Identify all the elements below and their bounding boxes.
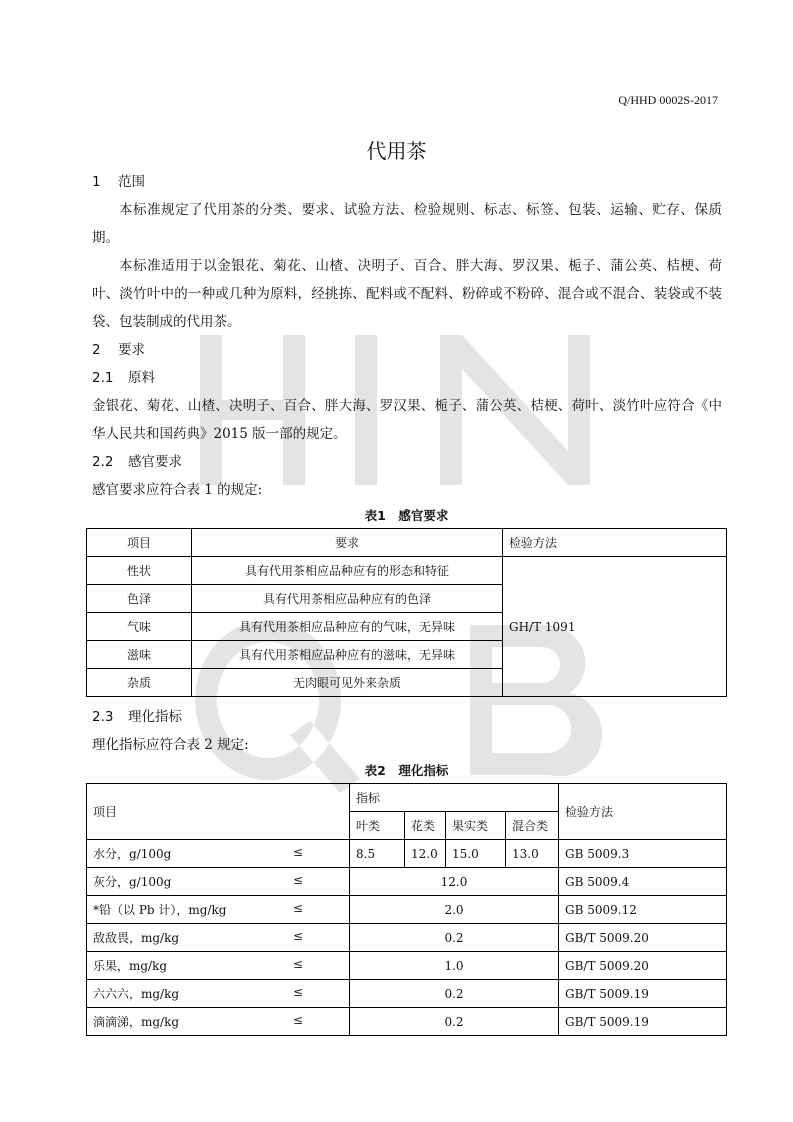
section-heading: 2.2 感官要求 xyxy=(92,454,182,470)
physchem-table xyxy=(86,783,727,1036)
cell: 性状 xyxy=(87,557,192,585)
sensory-table xyxy=(86,528,727,697)
cell: GB 5009.12 xyxy=(559,896,727,924)
paragraph: 金银花、菊花、山楂、决明子、百合、胖大海、罗汉果、栀子、蒲公英、桔梗、荷叶、淡竹叶应符合《中华人民共和国药典》2015 版一部的规定。 xyxy=(92,398,722,442)
table-caption: 表2 理化指标 xyxy=(364,763,449,778)
cell: 0.2 xyxy=(350,980,559,1008)
header-cell: 检验方法 xyxy=(503,529,727,557)
cell: 0.2 xyxy=(350,1008,559,1036)
cell: 灰分，g/100g ≤ xyxy=(87,868,350,896)
header-cell: 项目 xyxy=(87,529,192,557)
section-heading: 2.1 原料 xyxy=(92,370,155,386)
cell: 1.0 xyxy=(350,952,559,980)
cell: 具有代用茶相应品种应有的滋味，无异味 xyxy=(192,641,503,669)
table-row xyxy=(87,924,727,952)
document-body xyxy=(86,168,727,1036)
table-row xyxy=(87,952,727,980)
cell: 色泽 xyxy=(87,585,192,613)
cell: 乐果，mg/kg ≤ xyxy=(87,952,350,980)
table-row xyxy=(87,840,727,868)
section-heading: 2 要求 xyxy=(92,342,145,358)
standard-code: Q/HHD 0002S-2017 xyxy=(618,93,718,107)
header-cell: 花类 xyxy=(405,812,446,840)
table-row xyxy=(87,980,727,1008)
cell: 具有代用茶相应品种应有的气味，无异味 xyxy=(192,613,503,641)
header-cell: 果实类 xyxy=(446,812,506,840)
cell: *铅（以 Pb 计），mg/kg ≤ xyxy=(87,896,350,924)
cell: 15.0 xyxy=(446,840,506,868)
cell: 12.0 xyxy=(405,840,446,868)
cell: 滴滴涕，mg/kg ≤ xyxy=(87,1008,350,1036)
cell: 12.0 xyxy=(350,868,559,896)
cell: 滋味 xyxy=(87,641,192,669)
cell: 2.0 xyxy=(350,896,559,924)
section-heading: 1 范围 xyxy=(92,174,145,190)
cell: 具有代用茶相应品种应有的色泽 xyxy=(192,585,503,613)
table-caption: 表1 感官要求 xyxy=(364,508,449,523)
cell: GB/T 5009.19 xyxy=(559,980,727,1008)
paragraph: 感官要求应符合表 1 的规定: xyxy=(92,482,263,498)
header-cell: 项目 xyxy=(87,784,350,840)
cell: GB/T 5009.19 xyxy=(559,1008,727,1036)
cell: GB 5009.4 xyxy=(559,868,727,896)
section-heading: 2.3 理化指标 xyxy=(92,709,182,725)
table-row xyxy=(87,1008,727,1036)
cell: GB/T 5009.20 xyxy=(559,924,727,952)
cell: GB/T 5009.20 xyxy=(559,952,727,980)
cell: 敌敌畏，mg/kg ≤ xyxy=(87,924,350,952)
header-cell: 要求 xyxy=(192,529,503,557)
table-row xyxy=(87,557,727,585)
paragraph: 本标准适用于以金银花、菊花、山楂、决明子、百合、胖大海、罗汉果、栀子、蒲公英、桔梗、荷叶、淡竹叶中的一种或几种为原料，经挑拣、配料或不配料、粉碎或不粉碎、混合或不混合、装袋或不装袋、包装制成的代用茶。 xyxy=(92,258,722,330)
table-row xyxy=(87,896,727,924)
cell: 8.5 xyxy=(350,840,405,868)
table-header-row xyxy=(87,529,727,557)
cell: 0.2 xyxy=(350,924,559,952)
header-cell: 检验方法 xyxy=(559,784,727,840)
cell: 六六六，mg/kg ≤ xyxy=(87,980,350,1008)
paragraph: 理化指标应符合表 2 规定: xyxy=(92,737,249,753)
method-cell: GH/T 1091 xyxy=(503,557,727,697)
header-cell: 叶类 xyxy=(350,812,405,840)
page-title: 代用茶 xyxy=(366,139,427,163)
cell: GB 5009.3 xyxy=(559,840,727,868)
paragraph: 本标准规定了代用茶的分类、要求、试验方法、检验规则、标志、标签、包装、运输、贮存、保质期。 xyxy=(92,202,722,246)
cell: 杂质 xyxy=(87,669,192,697)
table-row xyxy=(87,868,727,896)
cell: 水分，g/100g ≤ xyxy=(87,840,350,868)
table-header-row xyxy=(87,784,727,812)
cell: 气味 xyxy=(87,613,192,641)
header-cell: 指标 xyxy=(350,784,559,812)
cell: 具有代用茶相应品种应有的形态和特征 xyxy=(192,557,503,585)
header-cell: 混合类 xyxy=(506,812,559,840)
cell: 无肉眼可见外来杂质 xyxy=(192,669,503,697)
cell: 13.0 xyxy=(506,840,559,868)
